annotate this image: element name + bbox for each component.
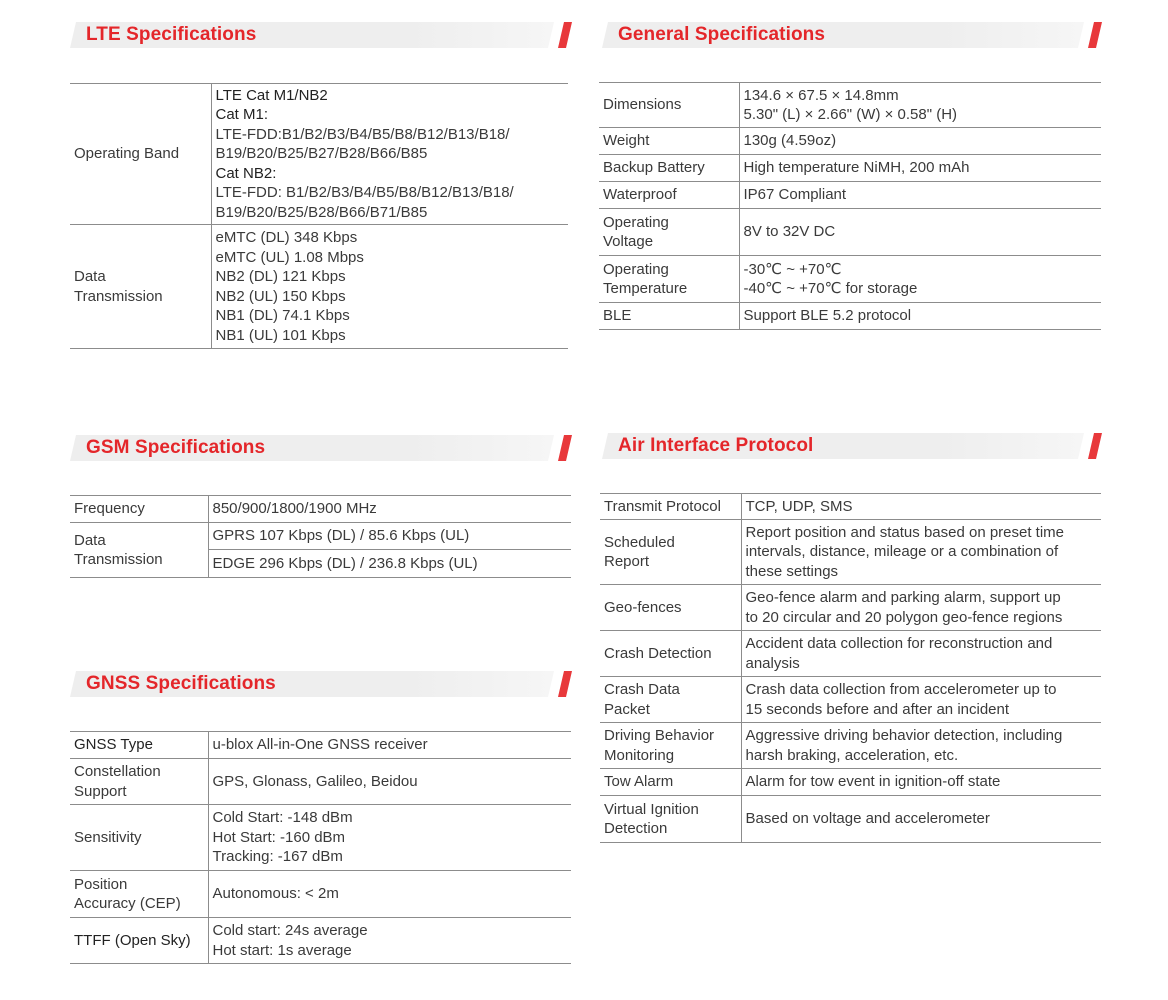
header-accent-slash: [558, 671, 572, 697]
row-label: Operating Band: [70, 84, 211, 225]
row-value: GPRS 107 Kbps (DL) / 85.6 Kbps (UL): [212, 527, 470, 545]
table-row: [70, 84, 568, 225]
row-label: Operating Voltage: [599, 209, 739, 256]
row-value: 850/900/1800/1900 MHz: [212, 500, 377, 518]
row-value: Cold Start: -148 dBm Hot Start: -160 dBm Tracking: -167 dBm: [212, 809, 353, 866]
table-row: [70, 871, 571, 918]
row-value: Support BLE 5.2 protocol: [743, 307, 912, 325]
row-label: GNSS Type: [70, 732, 208, 759]
header-accent-slash: [1088, 433, 1102, 459]
table-row: [600, 631, 1101, 677]
row-value: LTE Cat M1/NB2 Cat M1: LTE-FDD:B1/B2/B3/B4/B5/B8/B12/B13/B18/ B19/B20/B25/B27/B28/B66/B85 Cat NB2: LTE-FDD: B1/B2/B3/B4/B5/B8/B12/B13/B18/ B19/B20/B25/B28/B66/B71/B85: [215, 86, 514, 221]
gnss-title: GNSS Specifications: [86, 673, 276, 694]
row-label: Transmit Protocol: [600, 494, 741, 520]
row-value: Based on voltage and accelerometer: [745, 810, 990, 828]
row-value: Accident data collection for reconstruction and analysis: [745, 635, 1053, 672]
row-label: Data Transmission: [70, 523, 208, 578]
row-label: Sensitivity: [70, 805, 208, 871]
row-value: GPS, Glonass, Galileo, Beidou: [212, 772, 418, 790]
table-row: [70, 523, 571, 550]
table-row: [600, 677, 1101, 723]
gsm-title: GSM Specifications: [86, 437, 266, 458]
table-row: [600, 520, 1101, 585]
table-row: [599, 303, 1101, 330]
row-label: Frequency: [70, 496, 208, 523]
table-row: [70, 225, 568, 349]
air-title: Air Interface Protocol: [618, 435, 814, 456]
row-label: Constellation Support: [70, 759, 208, 805]
row-value: EDGE 296 Kbps (DL) / 236.8 Kbps (UL): [212, 554, 478, 572]
row-label: Position Accuracy (CEP): [70, 871, 208, 918]
table-row: [70, 732, 571, 759]
air-table: [600, 493, 1101, 843]
row-value: High temperature NiMH, 200 mAh: [743, 159, 970, 177]
row-label: Backup Battery: [599, 155, 739, 182]
row-value: -30℃ ~ +70℃ -40℃ ~ +70℃ for storage: [743, 260, 918, 297]
table-row: [600, 585, 1101, 631]
general-section-header: [602, 22, 1102, 48]
row-label: TTFF (Open Sky): [70, 918, 208, 964]
general-table: [599, 82, 1101, 330]
table-row: [70, 805, 571, 871]
gsm-section-header: [70, 435, 572, 461]
lte-section-header: [70, 22, 572, 48]
row-label: Dimensions: [599, 83, 739, 128]
lte-title: LTE Specifications: [86, 24, 257, 45]
row-label: Tow Alarm: [600, 769, 741, 796]
row-label: Virtual Ignition Detection: [600, 796, 741, 843]
row-value: Alarm for tow event in ignition-off state: [745, 773, 1001, 791]
row-value: Aggressive driving behavior detection, including harsh braking, acceleration, etc.: [745, 727, 1063, 764]
table-row: [600, 796, 1101, 843]
row-label: Operating Temperature: [599, 256, 739, 303]
table-row: [599, 155, 1101, 182]
gsm-table: [70, 495, 571, 578]
table-row: [599, 83, 1101, 128]
table-row: [600, 769, 1101, 796]
row-label: Geo-fences: [600, 585, 741, 631]
row-value: Report position and status based on preset time intervals, distance, mileage or a combination of these settings: [745, 523, 1065, 580]
table-row: [70, 759, 571, 805]
row-label: Scheduled Report: [600, 520, 741, 585]
row-label: Crash Detection: [600, 631, 741, 677]
row-value: 134.6 × 67.5 × 14.8mm 5.30" (L) × 2.66" (W) × 0.58" (H): [743, 86, 958, 123]
row-value: Crash data collection from accelerometer up to 15 seconds before and after an incident: [745, 681, 1057, 718]
row-value: Cold start: 24s average Hot start: 1s average: [212, 922, 368, 959]
row-value: TCP, UDP, SMS: [745, 497, 853, 515]
row-value: 8V to 32V DC: [743, 223, 836, 241]
row-label: BLE: [599, 303, 739, 330]
table-row: [600, 723, 1101, 769]
air-section-header: [602, 433, 1102, 459]
row-label: Data Transmission: [70, 225, 211, 349]
row-label: Waterproof: [599, 182, 739, 209]
table-row: [599, 128, 1101, 155]
gnss-table: [70, 731, 571, 964]
header-accent-slash: [558, 22, 572, 48]
table-row: [600, 494, 1101, 520]
row-value: eMTC (DL) 348 Kbps eMTC (UL) 1.08 Mbps NB2 (DL) 121 Kbps NB2 (UL) 150 Kbps NB1 (DL) 74.1 Kbps NB1 (UL) 101 Kbps: [215, 229, 364, 344]
table-row: [70, 496, 571, 523]
general-title: General Specifications: [618, 24, 826, 45]
gnss-section-header: [70, 671, 572, 697]
header-accent-slash: [1088, 22, 1102, 48]
row-value: Geo-fence alarm and parking alarm, support up to 20 circular and 20 polygon geo-fence regions: [745, 589, 1063, 626]
header-accent-slash: [558, 435, 572, 461]
row-value: 130g (4.59oz): [743, 132, 837, 150]
row-label: Driving Behavior Monitoring: [600, 723, 741, 769]
row-label: Weight: [599, 128, 739, 155]
table-row: [599, 182, 1101, 209]
table-row: [70, 918, 571, 964]
row-value: Autonomous: < 2m: [212, 885, 339, 903]
lte-table: [70, 83, 568, 349]
row-value: u-blox All-in-One GNSS receiver: [212, 736, 428, 754]
table-row: [599, 209, 1101, 256]
table-row: [599, 256, 1101, 303]
row-value: IP67 Compliant: [743, 186, 847, 204]
row-label: Crash Data Packet: [600, 677, 741, 723]
